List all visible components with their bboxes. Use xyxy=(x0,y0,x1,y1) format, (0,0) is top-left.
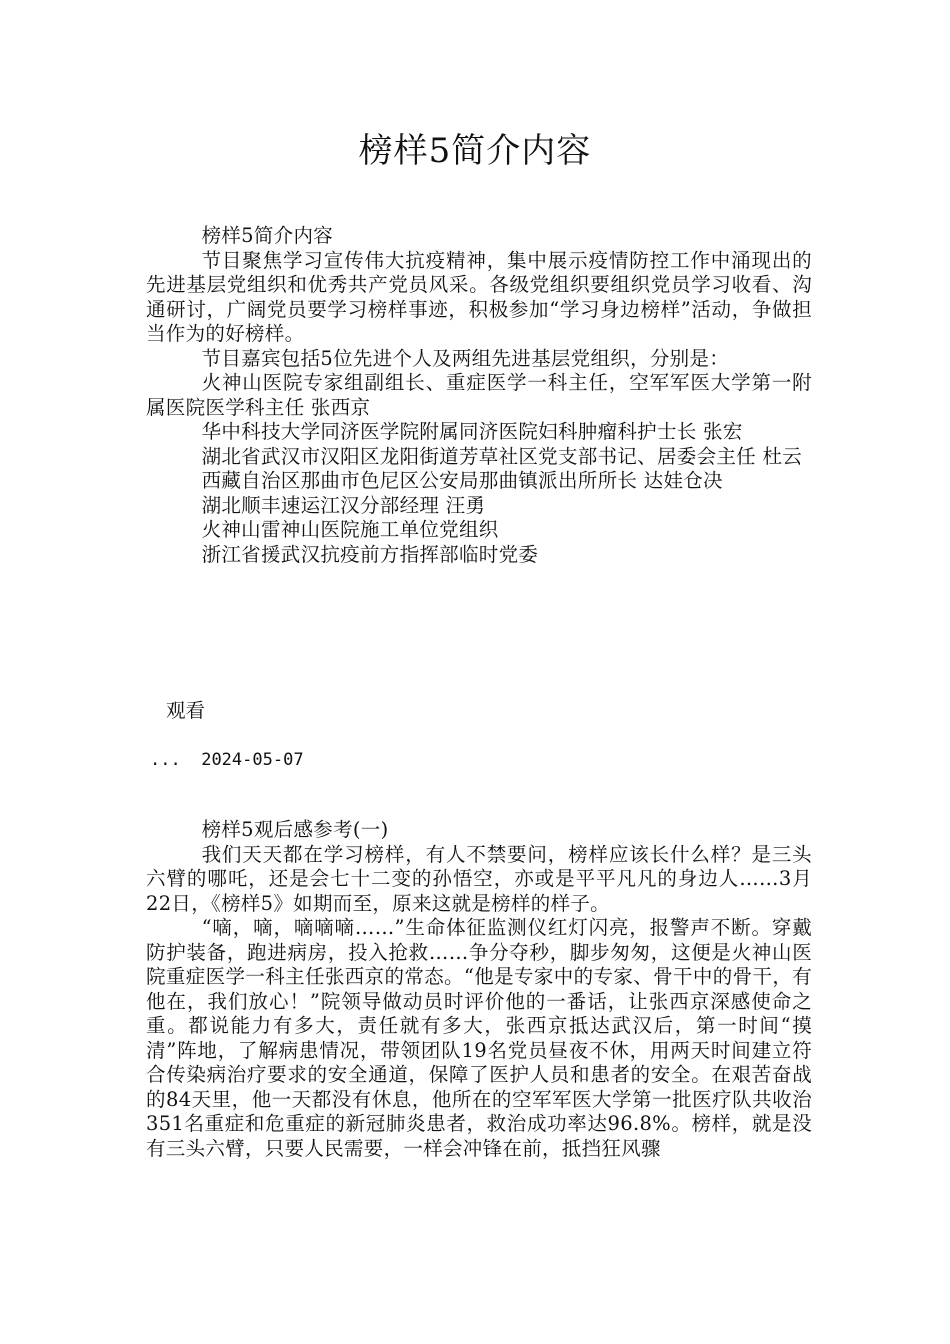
guest-item: 火神山医院专家组副组长、重症医学一科主任，空军军医大学第一附属医院医学科主任 张西京 xyxy=(146,371,812,419)
essay-heading: 榜样5观后感参考(一) xyxy=(201,818,389,841)
intro-heading: 榜样5简介内容 xyxy=(201,224,334,247)
guest-item: 火神山雷神山医院施工单位党组织 xyxy=(201,518,499,541)
date-line xyxy=(150,748,304,772)
guest-item: 浙江省援武汉抗疫前方指挥部临时党委 xyxy=(201,542,539,566)
document-title: 榜样5简介内容 xyxy=(358,131,592,171)
guest-item: 湖北省武汉市汉阳区龙阳街道芳草社区党支部书记、居委会主任 杜云 xyxy=(201,444,803,468)
intro-paragraph: 节目聚焦学习宣传伟大抗疫精神，集中展示疫情防控工作中涌现出的先进基层党组织和优秀共产党员风采。各级党组织要组织党员学习收看、沟通研讨，广阔党员要学习榜样事迹，积极参加“学习身边榜样”活动，争做担当作为的好榜样。 xyxy=(146,248,812,345)
view-label: 观看 xyxy=(166,699,206,722)
intro-section xyxy=(146,224,812,567)
ellipsis: ... xyxy=(150,750,181,770)
publish-date: 2024-05-07 xyxy=(201,750,304,770)
essay-paragraph: 我们天天都在学习榜样，有人不禁要问，榜样应该长什么样？是三头六臂的哪吒，还是会七十二变的孙悟空，亦或是平平凡凡的身边人……3月22日，《榜样5》如期而至，原来这就是榜样的样子。 xyxy=(146,842,812,915)
essay-paragraph: “嘀，嘀，嘀嘀嘀……”生命体征监测仪红灯闪亮，报警声不断。穿戴防护装备，跑进病房，投入抢救……争分夺秒，脚步匆匆，这便是火神山医院重症医学一科主任张西京的常态。“他是专家中的专家、骨干中的骨干，有他在，我们放心！”院领导做动员时评价他的一番话，让张西京深感使命之重。都说能力有多大，责任就有多大，张西京抵达武汉后，第一时间“摸清”阵地，了解病患情况，带领团队19名党员昼夜不休，用两天时间建立符合传染病治疗要求的安全通道，保障了医护人员和患者的安全。在艰苦奋战的84天里，他一天都没有休息，他所在的空军军医大学第一批医疗队共收治351名重症和危重症的新冠肺炎患者，救治成功率达96.8%。榜样，就是没有三头六臂，只要人民需要，一样会冲锋在前，抵挡狂风骤 xyxy=(146,916,812,1160)
essay-section xyxy=(146,818,812,1161)
guest-item: 湖北顺丰速运江汉分部经理 汪勇 xyxy=(201,493,486,517)
guest-item: 华中科技大学同济医学院附属同济医院妇科肿瘤科护士长 张宏 xyxy=(201,420,743,443)
guest-item: 西藏自治区那曲市色尼区公安局那曲镇派出所所长 达娃仓决 xyxy=(201,469,723,492)
guests-intro: 节目嘉宾包括5位先进个人及两组先进基层党组织，分别是： xyxy=(201,346,730,370)
